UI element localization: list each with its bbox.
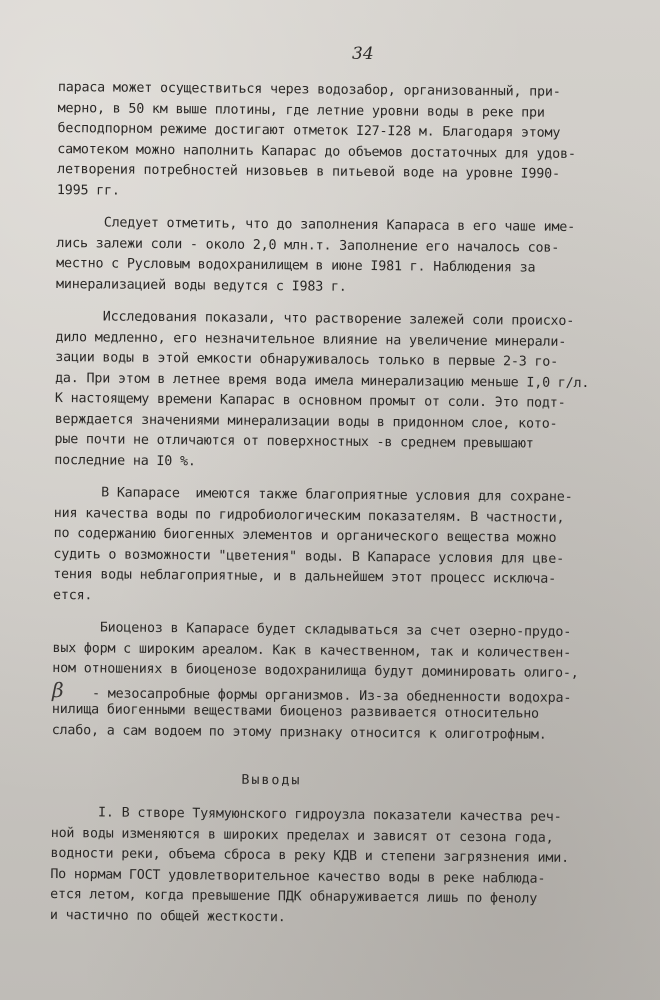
text-line: По нормам ГОСТ удовлетворительное качество воды в реке наблюда- [50, 866, 546, 887]
text-line: лись залежи соли - около 2,0 млн.т. Заполнение его началось сов- [56, 235, 560, 256]
text-line: водности реки, объема сброса в реку КДВ и степени загрязнения ими. [50, 845, 570, 866]
text-line: рые почти не отличаются от поверхностных -в среднем превышают [54, 431, 534, 452]
text-line: дило медленно, его незначительное влияние на увеличение минерали- [55, 329, 567, 350]
document-body [50, 78, 624, 931]
beta-symbol: β [52, 677, 64, 702]
text-line: и частично по общей жесткости. [49, 907, 286, 925]
text-line: тения воды неблагоприятные, и в дальнейшем этот процесс исключа- [53, 566, 557, 587]
text-line: 1995 гг. [56, 182, 120, 199]
text-line: верждается значениями минерализации воды в придонном слое, кото- [54, 411, 558, 432]
paragraph [54, 307, 622, 476]
paragraph [57, 78, 624, 206]
page-number: 34 [352, 44, 374, 64]
paragraph [50, 803, 617, 931]
text-line: параса может осуществиться через водозабор, организованный, при- [57, 79, 561, 100]
text-line: последние на I0 %. [54, 452, 196, 469]
paragraph [56, 213, 623, 300]
text-line: самотеком можно наполнить Капарас до объемов достаточных для удов- [57, 141, 576, 162]
text-line: ном отношениях в биоценозе водохранилища будут доминировать олиго-, [52, 660, 579, 682]
text-line: слабо, а сам водоем по этому признаку относится к олиготрофным. [51, 722, 547, 743]
text-line: мерно, в 50 км выше плотины, где летние уровни воды в реке при [57, 100, 545, 121]
text-line: зации воды в этой емкости обнаруживалось только в первые 2-3 го- [55, 349, 559, 370]
text-line: Следует отметить, что до заполнения Капараса в его чаше име- [56, 214, 576, 235]
text-line: I. В створе Туямуюнского гидроузла показатели качества реч- [50, 804, 562, 825]
text-line: В Капарасе имеются также благоприятные условия для сохране- [53, 484, 573, 505]
text-fragment: - мезосапробные формы организмов. Из-за обедненности водохра- [92, 685, 572, 706]
paragraph [53, 483, 620, 611]
text-line: К настоящему времени Капарас в основном промыт от соли. Это подт- [54, 390, 566, 411]
text-line: летворения потребностей низовьев в питьевой воде на уровне I990- [57, 161, 560, 182]
heading-text: Выводы [241, 772, 302, 789]
text-line: ется. [52, 587, 93, 603]
text-line: ной воды изменяются в широких пределах и зависят от сезона года, [50, 825, 554, 846]
text-line: минерализацией воды ведутся с I983 г. [55, 276, 347, 295]
text-line: нилища биогенными веществами биоценоз развивается относительно [51, 701, 540, 722]
text-line: вых форм с широким ареалом. Как в качественном, так и количествен- [52, 640, 572, 661]
text-line: ния качества воды по гидробиологическим показателям. В частности, [53, 505, 565, 526]
text-line: ется летом, когда превышение ПДК обнаруживается лишь по фенолу [50, 886, 538, 907]
text-line: судить о возможности "цветения" воды. В Капарасе условия для цве- [53, 546, 565, 567]
text-line: Исследования показали, что растворение залежей соли происхо- [55, 308, 575, 329]
text-line: местно с Русловым водохранилищем в июне I981 г. Наблюдения за [56, 255, 536, 276]
paragraph [52, 618, 619, 746]
text-line: да. При этом в летнее время вода имела минерализацию меньше I,0 г/л. [55, 370, 590, 391]
text-line: Биоценоз в Капарасе будет складываться за счет озерно-прудо- [52, 619, 572, 640]
text-line: бесподпорном режиме достигают отметок I27-I28 м. Благодаря этому [57, 120, 561, 141]
text-line: по содержанию биогенных элементов и органического вещества можно [53, 525, 557, 546]
